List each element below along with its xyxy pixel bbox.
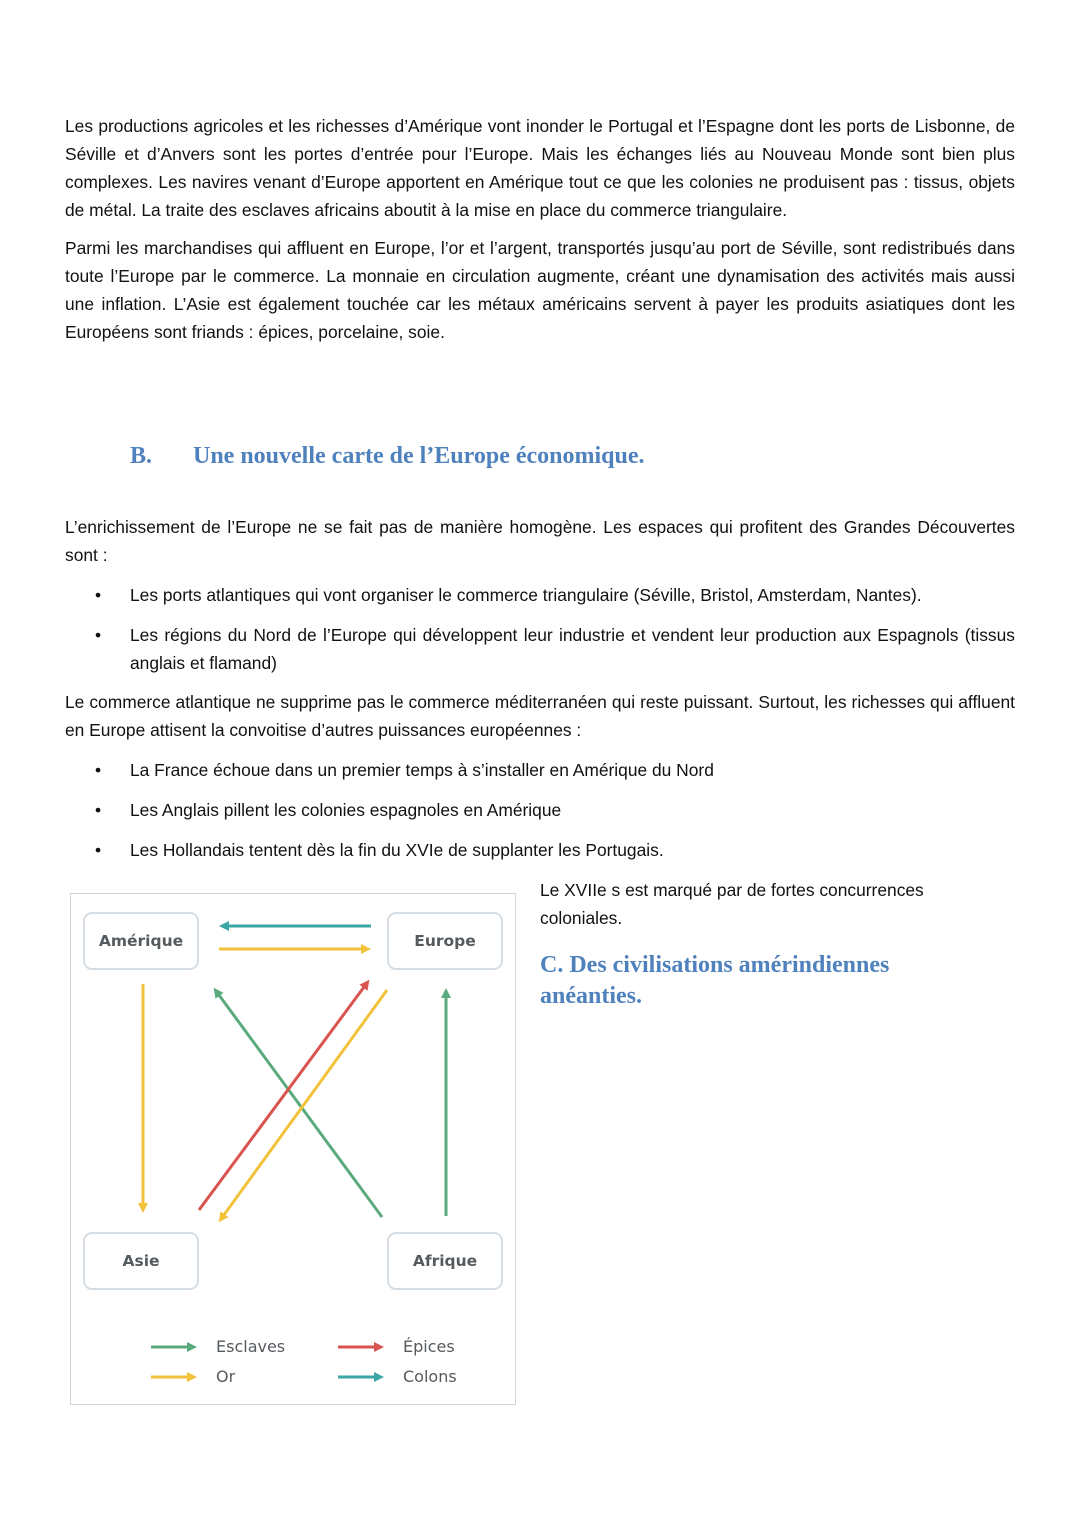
list-item (65, 796, 1015, 824)
trade-arrows (71, 894, 517, 1406)
list-item-text: Les Anglais pillent les colonies espagnoles en Amérique (130, 800, 562, 820)
list-item-text: La France échoue dans un premier temps à s’installer en Amérique du Nord (130, 760, 714, 780)
intro-paragraph-1: Les productions agricoles et les richesses d’Amérique vont inonder le Portugal et l’Espagne dont les ports de Lisbonne, de Séville et d’Anvers sont les portes d’entrée pour l’Europe. Mais les échanges liés au Nouveau Monde sont bien plus complexes. Les navires venant d’Europe apportent en Amérique tout ce que les colonies ne produisent pas : tissus, objets de métal. La traite des esclaves africains aboutit à la mise en place du commerce triangulaire. (65, 116, 1015, 220)
list-item (65, 756, 1015, 784)
legend-label-colons: Colons (403, 1367, 457, 1386)
list-item (65, 581, 1015, 609)
arrow-epices-asie-europe (199, 983, 367, 1210)
list-item-text: Les régions du Nord de l’Europe qui développent leur industrie et vendent leur production aux Espagnols (tissus anglais et flamand) (130, 625, 1015, 673)
section-b-paragraph-2: Le commerce atlantique ne supprime pas le commerce méditerranéen qui reste puissant. Surtout, les richesses qui affluent en Europe attisent la convoitise d’autres puissances européennes : (65, 692, 1015, 740)
list-item (65, 621, 1015, 677)
bullet-marker: • (95, 800, 102, 820)
intro-paragraph-2: Parmi les marchandises qui affluent en Europe, l’or et l’argent, transportés jusqu’au port de Séville, sont redistribués dans toute l’Europe par le commerce. La monnaie en circulation augmente, créant une dynamisation des activités mais aussi une inflation. L’Asie est également touchée car les métaux américains servent à payer les produits asiatiques dont les Européens sont friands : épices, porcelaine, soie. (65, 238, 1015, 342)
legend-label-epices: Épices (403, 1337, 455, 1356)
legend-label-esclaves: Esclaves (216, 1337, 286, 1356)
node-europe: Europe (387, 912, 503, 970)
arrow-esclaves-afrique-amerique (216, 991, 382, 1217)
bullet-marker: • (95, 625, 102, 645)
arrow-or-europe-asie (221, 990, 387, 1219)
section-b-paragraph-1: L’enrichissement de l’Europe ne se fait pas de manière homogène. Les espaces qui profitent des Grandes Découvertes sont : (65, 517, 1015, 565)
bullet-marker: • (95, 585, 102, 605)
list-item-text: Les Hollandais tentent dès la fin du XVIe de supplanter les Portugais. (130, 840, 664, 860)
node-asie: Asie (83, 1232, 199, 1290)
node-amerique: Amérique (83, 912, 199, 970)
list-item-text: Les ports atlantiques qui vont organiser le commerce triangulaire (Séville, Bristol, Amsterdam, Nantes). (130, 585, 922, 605)
side-paragraph: Le XVIIe s est marqué par de fortes concurrences coloniales. (540, 880, 924, 928)
bullet-marker: • (95, 760, 102, 780)
section-b-title: Une nouvelle carte de l’Europe économique. (193, 443, 645, 469)
bullet-marker: • (95, 840, 102, 860)
section-b-letter: B. (130, 443, 153, 469)
trade-flow-diagram (70, 893, 516, 1405)
node-afrique: Afrique (387, 1232, 503, 1290)
list-item (65, 836, 1015, 864)
section-c-title: C. Des civilisations amérindiennes anéanties. (540, 952, 890, 1009)
legend-label-or: Or (216, 1367, 236, 1386)
